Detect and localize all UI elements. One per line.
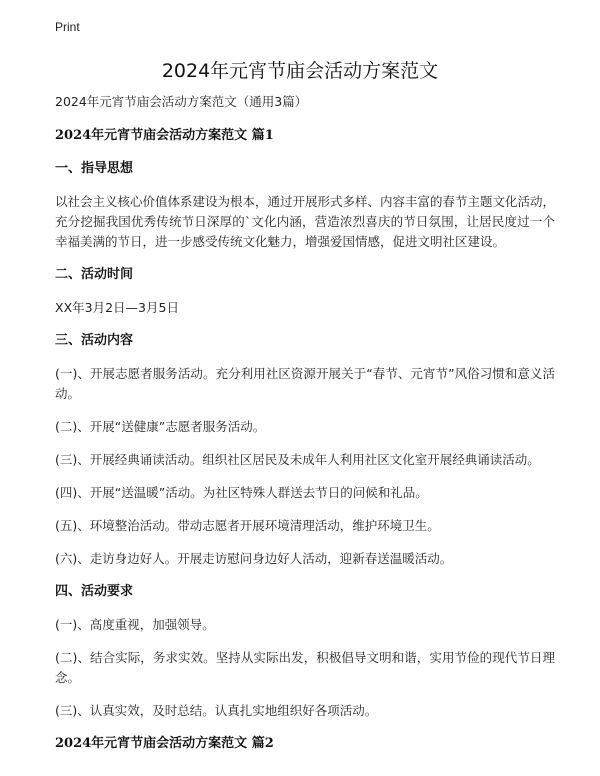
activity-requirement-item: (三)、认真实效，及时总结。认真扎实地组织好各项活动。 <box>55 703 378 718</box>
section-body-activity-time: XX年3月2日—3月5日 <box>55 300 179 315</box>
print-link[interactable]: Print <box>55 20 80 34</box>
activity-content-item: (四)、开展“送温暖”活动。为社区特殊人群送去节日的问候和礼品。 <box>55 485 428 500</box>
activity-content-item: (三)、开展经典诵读活动。组织社区居民及未成年人利用社区文化室开展经典诵读活动。 <box>55 452 540 467</box>
document-title: 2024年元宵节庙会活动方案范文 <box>161 60 439 82</box>
section-body-guiding-ideology: 以社会主义核心价值体系建设为根本，通过开展形式多样、内容丰富的春节主题文化活动，充分挖掘我国优秀传统节日深厚的`文化内涵，营造浓烈喜庆的节日氛围，让居民度过一个幸福美满的节日，进一步感受传统文化魅力，增强爱国情感，促进文明社区建设。 <box>55 194 556 249</box>
article-2-title: 2024年元宵节庙会活动方案范文 篇2 <box>55 736 274 751</box>
activity-requirement-item: (一)、高度重视，加强领导。 <box>55 617 215 632</box>
section-heading-activity-time: 二、活动时间 <box>55 267 134 282</box>
section-heading-activity-requirements: 四、活动要求 <box>55 584 134 599</box>
document-subtitle: 2024年元宵节庙会活动方案范文（通用3篇） <box>55 94 308 109</box>
activity-requirement-item: (二)、结合实际，务求实效。坚持从实际出发，积极倡导文明和谐，实用节俭的现代节日理念。 <box>55 650 555 685</box>
activity-content-item: (五)、环境整治活动。带动志愿者开展环境清理活动，维护环境卫生。 <box>55 518 440 533</box>
document-body <box>55 92 555 767</box>
article-1-title: 2024年元宵节庙会活动方案范文 篇1 <box>55 128 274 143</box>
activity-content-item: (一)、开展志愿者服务活动。充分利用社区资源开展关于“春节、元宵节”风俗习惯和意义活动。 <box>55 366 555 401</box>
section-heading-activity-content: 三、活动内容 <box>55 333 134 348</box>
activity-content-item: (六)、走访身边好人。开展走访慰问身边好人活动，迎新春送温暖活动。 <box>55 551 453 566</box>
section-heading-guiding-ideology: 一、指导思想 <box>55 161 134 176</box>
activity-content-item: (二)、开展“送健康”志愿者服务活动。 <box>55 419 266 434</box>
